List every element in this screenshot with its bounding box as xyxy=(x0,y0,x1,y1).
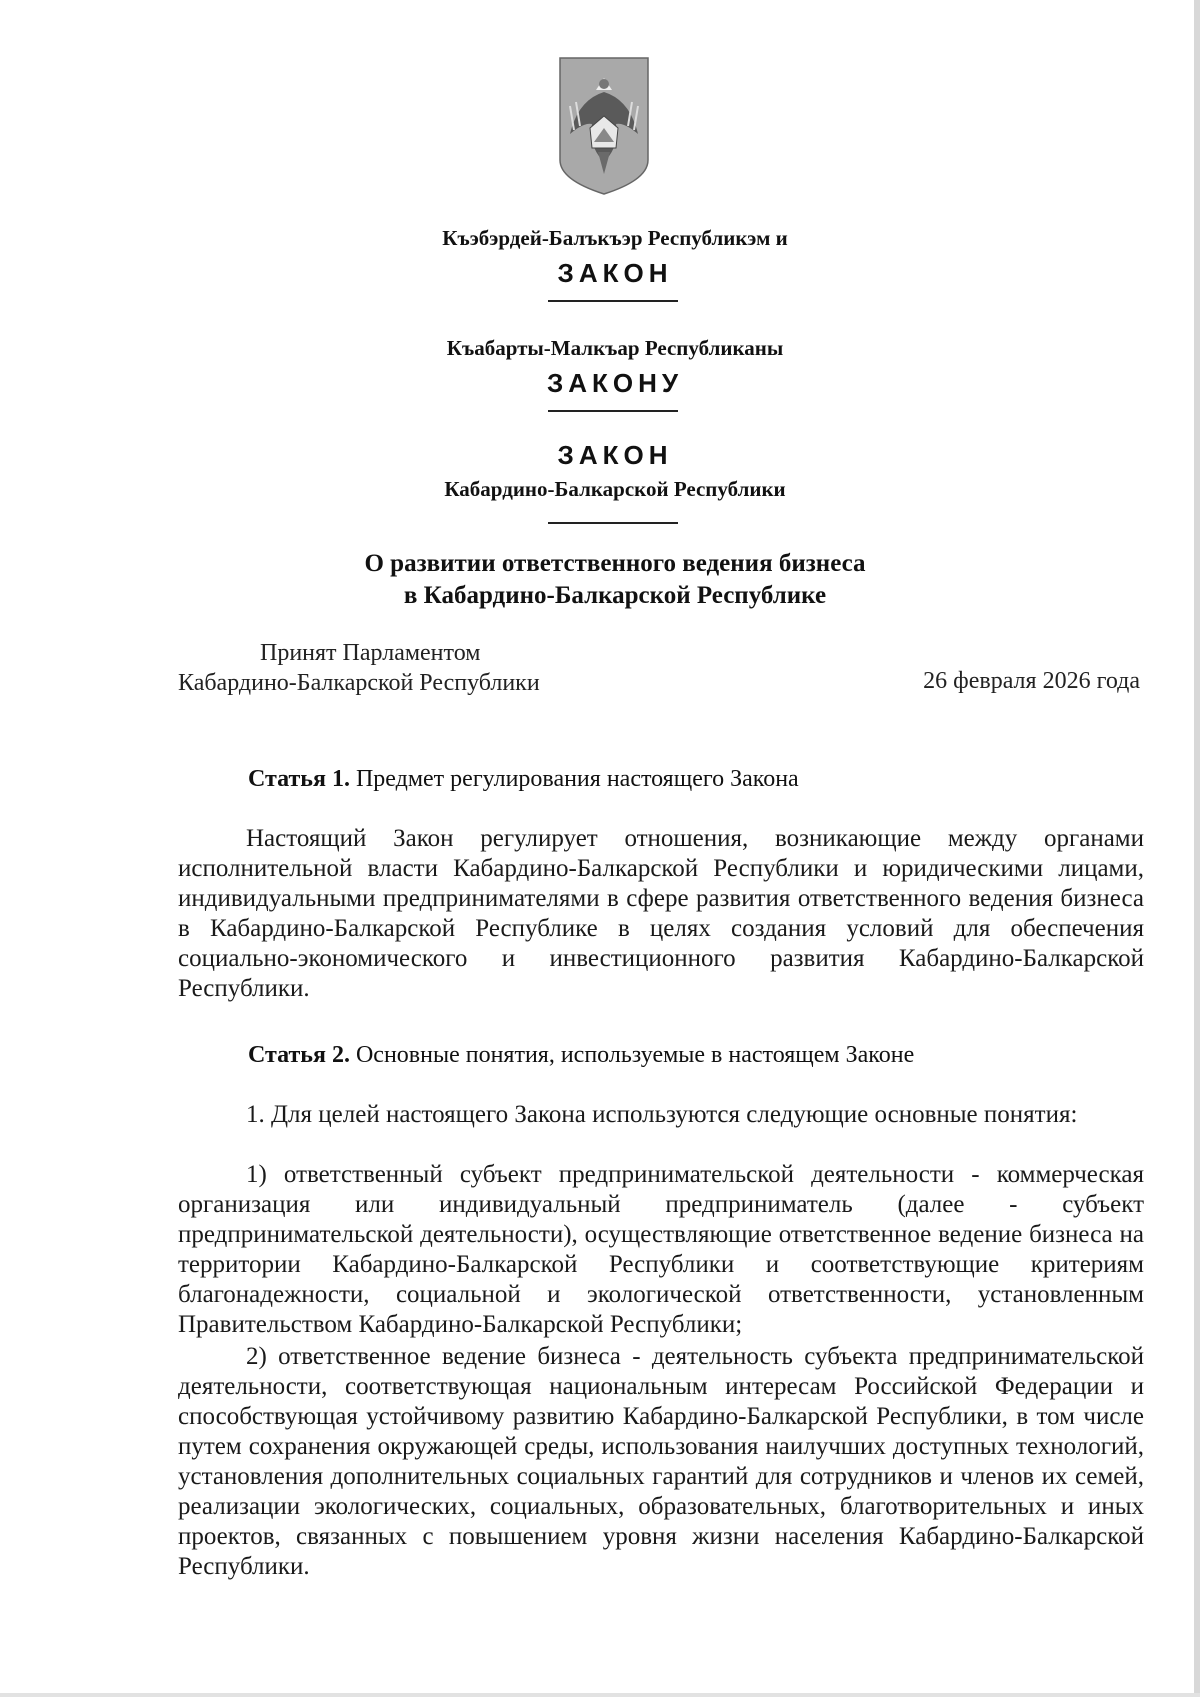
law-title-line2: в Кабардино-Балкарской Республике xyxy=(403,582,827,609)
adoption-line2: Кабардино-Балкарской Республики xyxy=(178,670,540,696)
article-2-item-2: 2) ответственное ведение бизнеса - деятельность субъекта предпринимательской деятельности, соответствующая национальным интересам Российской Федерации и способствующая устойчивому развитию Кабардино-Балкарской Республики, в том числе путем сохранения окружающей среды, использования наилучших доступных технологий, установления дополнительных социальных гарантий для сотрудников и членов их семей, реализации экологических, социальных, образовательных, благотворительных и иных проектов, связанных с повышением уровня жизни населения Кабардино-Балкарской Республики. xyxy=(178,1343,1144,1580)
article-2-title: Основные понятия, используемые в настоящем Законе xyxy=(355,1042,915,1068)
article-1-heading xyxy=(248,764,799,794)
header-kbd-law: ЗАКОН xyxy=(557,258,673,288)
adoption-date: 26 февраля 2026 года xyxy=(923,668,1140,694)
adoption-info xyxy=(178,638,540,698)
adoption-line1: Принят Парламентом xyxy=(260,640,481,666)
scan-edge-bottom xyxy=(0,1693,1200,1697)
article-1-label: Статья 1. xyxy=(248,766,350,792)
scan-edge xyxy=(1194,0,1200,1697)
header-krc-line: Къабарты-Малкъар Республиканы xyxy=(446,336,784,360)
article-2-label: Статья 2. xyxy=(248,1042,350,1068)
coat-of-arms-icon xyxy=(558,56,650,196)
header-ru-law: ЗАКОН xyxy=(557,440,673,470)
article-2-p1: 1. Для целей настоящего Закона используются следующие основные понятия: xyxy=(246,1101,1078,1128)
law-title xyxy=(0,548,1200,612)
header-ru-line: Кабардино-Балкарской Республики xyxy=(444,477,786,501)
article-2-heading xyxy=(248,1040,914,1070)
law-title-line1: О развитии ответственного ведения бизнеса xyxy=(364,550,866,577)
article-1-text: Настоящий Закон регулирует отношения, возникающие между органами исполнительной власти Кабардино-Балкарской Республики и юридическими лицами, индивидуальными предпринимателями в сфере развития ответственного ведения бизнеса в Кабардино-Балкарской Республике в целях создания условий для обеспечения социально-экономического и инвестиционного развития Кабардино-Балкарской Республики. xyxy=(178,825,1144,1002)
article-2-item-1: 1) ответственный субъект предпринимательской деятельности - коммерческая организация или индивидуальный предприниматель (далее - субъект предпринимательской деятельности), осуществляющие ответственное ведение бизнеса на территории Кабардино-Балкарской Республики и соответствующие критериям благонадежности, социальной и экологической ответственности, установленным Правительством Кабардино-Балкарской Республики; xyxy=(178,1161,1144,1338)
divider xyxy=(548,410,678,412)
header-krc-law: ЗАКОНУ xyxy=(546,368,684,398)
divider xyxy=(548,522,678,524)
header-kbd-line: Къэбэрдей-Балъкъэр Республикэм и xyxy=(442,226,788,250)
divider xyxy=(548,300,678,302)
article-1-title: Предмет регулирования настоящего Закона xyxy=(355,766,799,792)
